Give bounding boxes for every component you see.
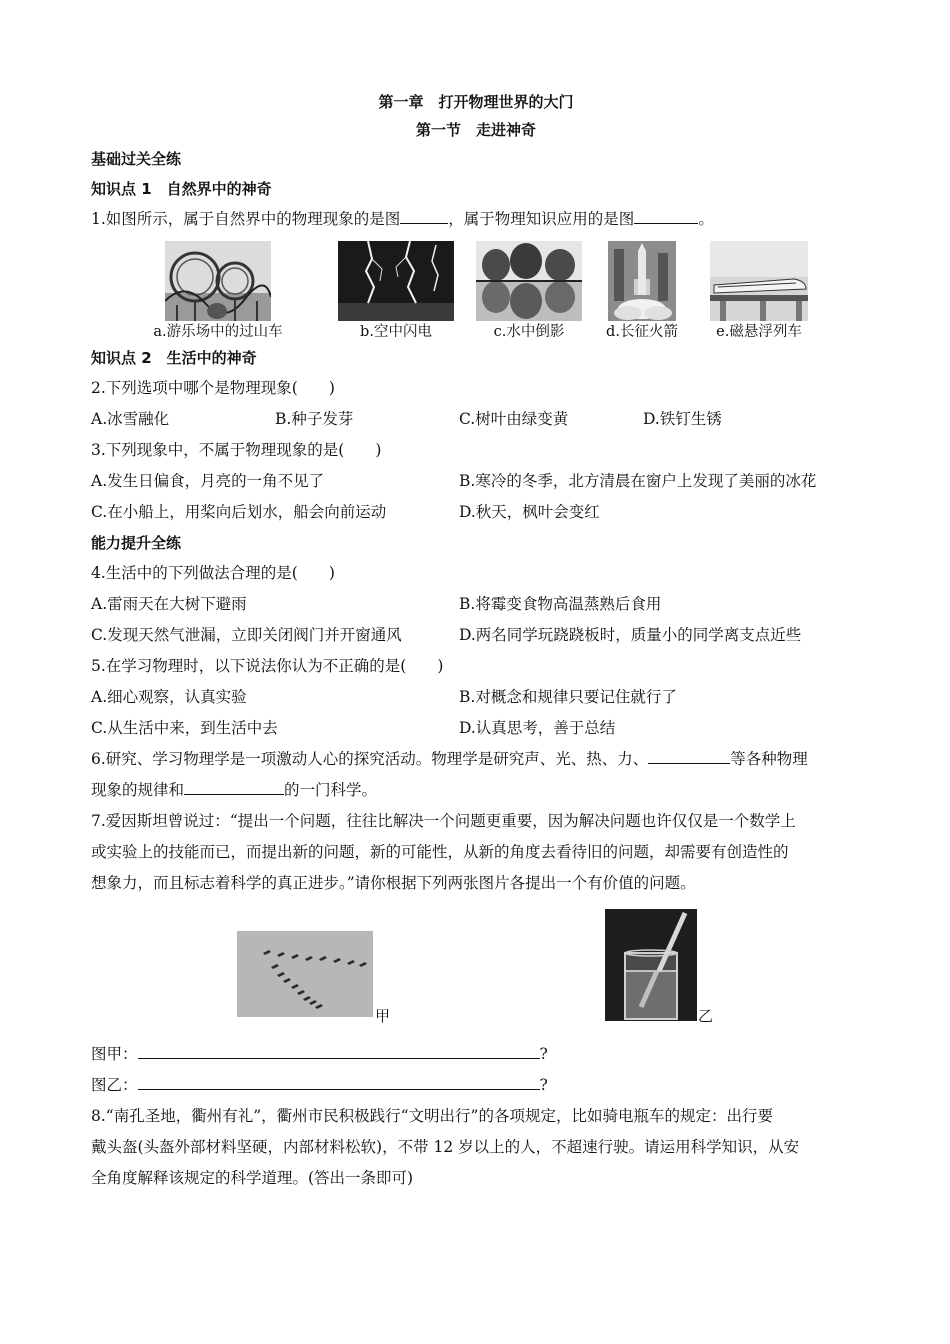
figure-row xyxy=(91,235,861,343)
knowledge-point-1: 知识点 1 自然界中的神奇 xyxy=(91,180,272,198)
knowledge-point-2: 知识点 2 生活中的神奇 xyxy=(91,349,257,367)
question-8-line-1: 8.“南孔圣地，衢州有礼”，衢州市民积极践行“文明出行”的各项规定，比如骑电瓶车的规定：出行要 xyxy=(91,1107,773,1125)
question-7-answer-b: 图乙： ? xyxy=(91,1070,861,1101)
question-7-answer-a: 图甲： ? xyxy=(91,1039,861,1070)
answer-blank[interactable] xyxy=(634,206,698,224)
figure-b xyxy=(331,241,461,341)
figure-caption: a.游乐场中的过山车 xyxy=(153,324,283,340)
question-7-line-1: 7.爱因斯坦曾说过：“提出一个问题，往往比解决一个问题更重要，因为解决问题也许仅仅是一个数学上 xyxy=(91,812,796,830)
option-b[interactable]: B.种子发芽 xyxy=(275,410,354,428)
question-5-options-ab xyxy=(91,682,861,713)
figure-a xyxy=(143,241,293,341)
pen-in-water-picture xyxy=(605,909,697,1021)
question-6-line-2: 现象的规律和 的一门科学。 xyxy=(91,775,861,806)
answer-blank[interactable] xyxy=(400,206,448,224)
geese-flight-picture xyxy=(237,931,373,1017)
option-a[interactable]: A.雷雨天在大树下避雨 xyxy=(91,595,247,613)
answer-blank[interactable] xyxy=(138,1072,540,1090)
figure-caption: b.空中闪电 xyxy=(360,324,432,340)
question-1: 1.如图所示，属于自然界中的物理现象的是图 ，属于物理知识应用的是图 。 xyxy=(91,204,861,235)
option-b[interactable]: B.寒冷的冬季，北方清晨在窗户上发现了美丽的冰花 xyxy=(459,472,817,490)
question-6-line-1: 6.研究、学习物理学是一项激动人心的探究活动。物理学是研究声、光、热、力、 等各种物理 xyxy=(91,744,861,775)
answer-blank[interactable] xyxy=(138,1041,540,1059)
option-c[interactable]: C.树叶由绿变黄 xyxy=(459,410,569,428)
answer-blank[interactable] xyxy=(648,746,730,764)
section-title: 第一节 走进神奇 xyxy=(415,121,536,139)
question-8-line-2: 戴头盔(头盔外部材料坚硬，内部材料松软)，不带 12 岁以上的人，不超速行驶。请运用科学知识，从安 xyxy=(91,1138,800,1156)
part-heading-basic: 基础过关全练 xyxy=(91,150,182,168)
worksheet-page xyxy=(91,88,861,1194)
question-3-stem: 3.下列现象中，不属于物理现象的是( ) xyxy=(91,441,382,459)
option-a[interactable]: A.冰雪融化 xyxy=(91,410,170,428)
maglev-train-icon xyxy=(710,241,808,321)
option-d[interactable]: D.秋天，枫叶会变红 xyxy=(459,503,600,521)
option-a[interactable]: A.细心观察，认真实验 xyxy=(91,688,247,706)
rocket-icon xyxy=(608,241,676,321)
option-b[interactable]: B.对概念和规律只要记住就行了 xyxy=(459,688,677,706)
question-5-stem: 5.在学习物理时，以下说法你认为不正确的是( ) xyxy=(91,657,444,675)
question-7-line-2: 或实验上的技能而已，而提出新的问题，新的可能性，从新的角度去看待旧的问题，却需要有创造性的 xyxy=(91,843,789,861)
question-2-stem: 2.下列选项中哪个是物理现象( ) xyxy=(91,379,335,397)
option-d[interactable]: D.认真思考，善于总结 xyxy=(459,719,616,737)
option-b[interactable]: B.将霉变食物高温蒸熟后食用 xyxy=(459,595,662,613)
question-7-pictures xyxy=(91,899,861,1039)
figure-caption: c.水中倒影 xyxy=(493,324,565,340)
option-c[interactable]: C.在小船上，用桨向后划水，船会向前运动 xyxy=(91,503,387,521)
option-c[interactable]: C.发现天然气泄漏，立即关闭阀门并开窗通风 xyxy=(91,626,402,644)
chapter-title: 第一章 打开物理世界的大门 xyxy=(378,93,574,111)
figure-caption: e.磁悬浮列车 xyxy=(716,324,802,340)
question-5-options-cd xyxy=(91,713,861,744)
option-d[interactable]: D.铁钉生锈 xyxy=(643,410,722,428)
answer-blank[interactable] xyxy=(184,777,284,795)
part-heading-advanced: 能力提升全练 xyxy=(91,534,182,552)
question-4-stem: 4.生活中的下列做法合理的是( ) xyxy=(91,564,335,582)
reflection-icon xyxy=(476,241,582,321)
lightning-icon xyxy=(338,241,454,321)
figure-caption: d.长征火箭 xyxy=(606,324,678,340)
question-8-line-3: 全角度解释该规定的科学道理。(答出一条即可) xyxy=(91,1169,414,1187)
option-c[interactable]: C.从生活中来，到生活中去 xyxy=(91,719,278,737)
picture-label-a: 甲 xyxy=(375,1007,391,1025)
figure-e xyxy=(699,241,819,341)
figure-d xyxy=(597,241,687,341)
roller-coaster-icon xyxy=(165,241,271,321)
question-2-options xyxy=(91,404,861,435)
question-3-options-ab xyxy=(91,466,861,497)
question-4-options-cd xyxy=(91,620,861,651)
option-a[interactable]: A.发生日偏食，月亮的一角不见了 xyxy=(91,472,325,490)
picture-label-b: 乙 xyxy=(698,1007,714,1025)
question-3-options-cd xyxy=(91,497,861,528)
question-4-options-ab xyxy=(91,589,861,620)
question-7-line-3: 想象力，而且标志着科学的真正进步。”请你根据下列两张图片各提出一个有价值的问题。 xyxy=(91,874,696,892)
figure-c xyxy=(469,241,589,341)
option-d[interactable]: D.两名同学玩跷跷板时，质量小的同学离支点近些 xyxy=(459,626,802,644)
